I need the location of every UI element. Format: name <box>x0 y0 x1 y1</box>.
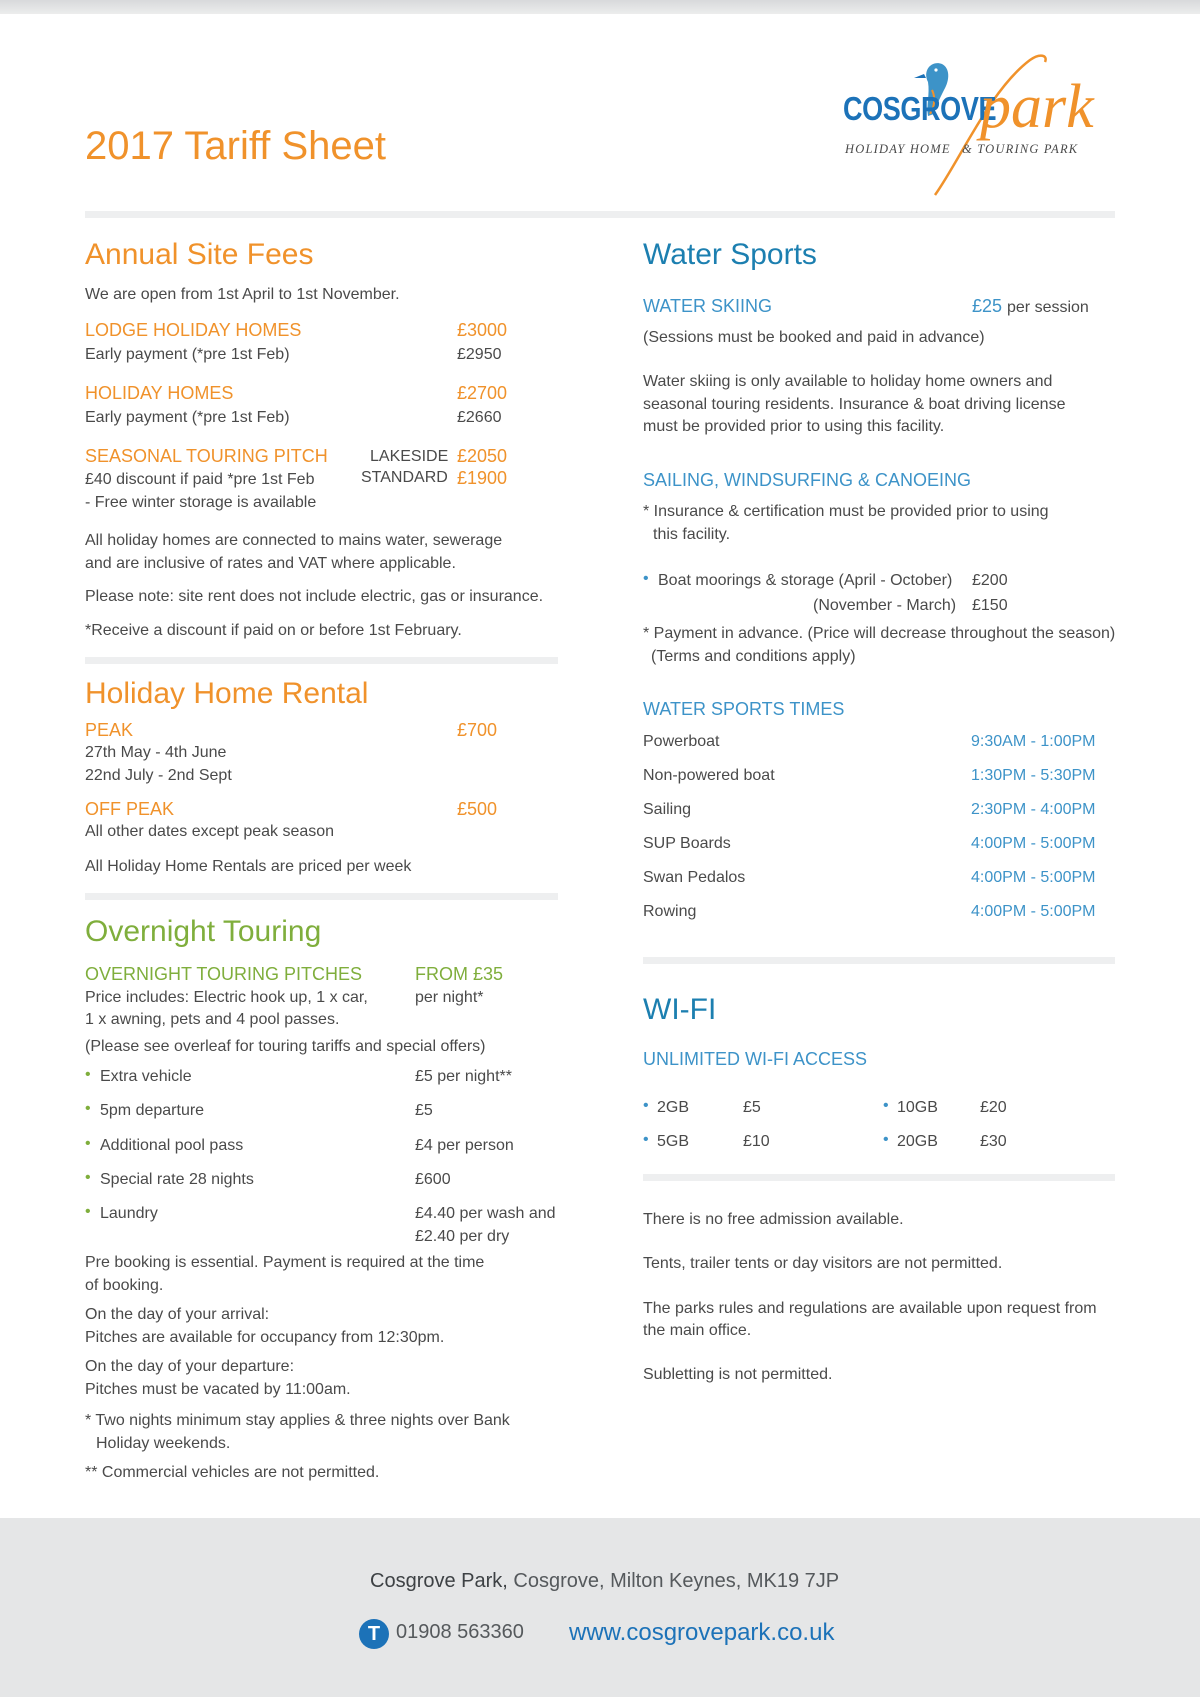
skiing-availability-1: Water skiing is only available to holiday home owners and <box>643 373 1053 390</box>
footer-website-text: www.cosgrovepark.co.uk <box>569 1619 835 1646</box>
annual-divider <box>85 657 558 664</box>
footer-address <box>370 1570 839 1593</box>
extra-price-2: £2.40 per dry <box>415 1228 510 1245</box>
wifi-plan-size: 2GB <box>657 1099 690 1116</box>
activity-name: Powerboat <box>643 733 720 750</box>
sailing-note-2: this facility. <box>653 526 731 543</box>
moorings-price-winter: £150 <box>972 597 1008 614</box>
activity-name: Sailing <box>643 801 692 818</box>
holiday-homes-label: HOLIDAY HOMES <box>85 383 234 403</box>
water-divider <box>643 957 1115 964</box>
extra-label: Additional pool pass <box>100 1137 244 1154</box>
bullet-icon: • <box>85 1169 91 1186</box>
wifi-heading: WI-FI <box>643 993 717 1026</box>
extra-price: £5 per night** <box>415 1068 512 1085</box>
extra-label: Laundry <box>100 1205 158 1222</box>
footer-park-name: Cosgrove Park, <box>370 1570 508 1592</box>
activity-time: 9:30AM - 1:00PM <box>971 733 1096 750</box>
logo <box>840 50 1120 200</box>
wifi-plan-price: £30 <box>980 1133 1007 1150</box>
wifi-plan-price: £5 <box>743 1099 761 1116</box>
footer-website-link[interactable] <box>569 1619 834 1647</box>
lakeside-label: LAKESIDE <box>370 448 449 465</box>
activity-name: SUP Boards <box>643 835 731 852</box>
rule-regulations-2: the main office. <box>643 1322 752 1339</box>
page-title: 2017 Tariff Sheet <box>85 124 386 168</box>
discount-note: *Receive a discount if paid on or before 1st February. <box>85 622 462 639</box>
peak-dates-2: 22nd July - 2nd Sept <box>85 767 232 784</box>
sailing-note-1: * Insurance & certification must be provided prior to using <box>643 503 1049 520</box>
water-skiing-label: WATER SKIING <box>643 296 773 316</box>
bullet-icon: • <box>883 1131 889 1148</box>
activity-time: 4:00PM - 5:00PM <box>971 869 1096 886</box>
wifi-plan-price: £10 <box>743 1133 770 1150</box>
wifi-plan-size: 5GB <box>657 1133 690 1150</box>
rental-divider <box>85 893 558 900</box>
skiing-availability-3: must be provided prior to using this facility. <box>643 418 945 435</box>
seasonal-discount: £40 discount if paid *pre 1st Feb <box>85 471 315 488</box>
commercial-note: ** Commercial vehicles are not permitted. <box>85 1464 380 1481</box>
off-peak-label: OFF PEAK <box>85 799 175 819</box>
lodge-early-price: £2950 <box>457 346 502 363</box>
payment-note-2: (Terms and conditions apply) <box>651 648 856 665</box>
rental-heading: Holiday Home Rental <box>85 677 369 710</box>
holiday-homes-price: £2700 <box>457 383 508 403</box>
peak-label: PEAK <box>85 720 134 740</box>
water-skiing-price: £25 <box>972 296 1003 316</box>
activity-time: 2:30PM - 4:00PM <box>971 801 1096 818</box>
logo-tagline-left: HOLIDAY HOME <box>845 142 951 156</box>
logo-script: park <box>980 73 1094 141</box>
activity-name: Swan Pedalos <box>643 869 746 886</box>
wifi-plan-price: £20 <box>980 1099 1007 1116</box>
activity-name: Non-powered boat <box>643 767 775 784</box>
bullet-icon: • <box>643 1131 649 1148</box>
bullet-icon: • <box>643 570 649 587</box>
off-peak-price: £500 <box>457 799 498 819</box>
rule-subletting: Subletting is not permitted. <box>643 1366 833 1383</box>
header-divider <box>85 211 1115 218</box>
rule-no-free-admission: There is no free admission available. <box>643 1211 904 1228</box>
logo-brand: COSGROVE <box>843 90 997 127</box>
water-times-label: WATER SPORTS TIMES <box>643 699 845 719</box>
rule-regulations-1: The parks rules and regulations are available upon request from <box>643 1300 1097 1317</box>
bullet-icon: • <box>85 1100 91 1117</box>
footer-phone[interactable]: 01908 563360 <box>396 1621 524 1643</box>
activity-time: 4:00PM - 5:00PM <box>971 903 1096 920</box>
top-band <box>0 0 1200 14</box>
overnight-heading: Overnight Touring <box>85 915 322 948</box>
overnight-includes-1: Price includes: Electric hook up, 1 x car, <box>85 989 368 1006</box>
departure-note-2: Pitches must be vacated by 11:00am. <box>85 1381 351 1398</box>
prebook-note-1: Pre booking is essential. Payment is required at the time <box>85 1254 485 1271</box>
sailing-label: SAILING, WINDSURFING & CANOEING <box>643 470 972 490</box>
per-night-label: per night* <box>415 989 484 1006</box>
holiday-homes-early: Early payment (*pre 1st Feb) <box>85 409 290 426</box>
bullet-icon: • <box>85 1203 91 1220</box>
logo-tagline-right: & TOURING PARK <box>962 142 1079 156</box>
wifi-plan-size: 20GB <box>897 1133 938 1150</box>
winter-storage: - Free winter storage is available <box>85 494 317 511</box>
off-peak-note: All other dates except peak season <box>85 823 335 840</box>
extra-price: £5 <box>415 1102 433 1119</box>
rule-no-tents: Tents, trailer tents or day visitors are not permitted. <box>643 1255 1003 1272</box>
skiing-availability-2: seasonal touring residents. Insurance & boat driving license <box>643 396 1066 413</box>
skiing-booking-note: (Sessions must be booked and paid in advance) <box>643 329 985 346</box>
mains-note: All holiday homes are connected to mains water, sewerage and are inclusive of rates and VAT where applicable. <box>85 532 503 572</box>
peak-price: £700 <box>457 720 498 740</box>
bullet-icon: • <box>643 1097 649 1114</box>
standard-price: £1900 <box>457 468 508 488</box>
footer <box>0 1518 1200 1697</box>
bullet-icon: • <box>85 1135 91 1152</box>
rental-week-note: All Holiday Home Rentals are priced per week <box>85 858 412 875</box>
activity-time: 1:30PM - 5:30PM <box>971 767 1096 784</box>
extra-label: 5pm departure <box>100 1102 205 1119</box>
holiday-homes-early-price: £2660 <box>457 409 502 426</box>
moorings-price: £200 <box>972 572 1008 589</box>
wifi-divider <box>643 1174 1115 1181</box>
extra-price: £4.40 per wash and <box>415 1205 556 1222</box>
moorings-label: Boat moorings & storage (April - October) <box>658 572 953 589</box>
activity-time: 4:00PM - 5:00PM <box>971 835 1096 852</box>
bullet-icon: • <box>883 1097 889 1114</box>
lodge-label: LODGE HOLIDAY HOMES <box>85 320 302 340</box>
footer-address-text: Cosgrove, Milton Keynes, MK19 7JP <box>507 1570 840 1592</box>
seasonal-pitch-label: SEASONAL TOURING PITCH <box>85 446 328 466</box>
departure-note-1: On the day of your departure: <box>85 1358 295 1375</box>
peak-dates-1: 27th May - 4th June <box>85 744 227 761</box>
extra-label: Special rate 28 nights <box>100 1171 254 1188</box>
extra-price: £600 <box>415 1171 451 1188</box>
lakeside-price: £2050 <box>457 446 508 466</box>
wifi-subheading: UNLIMITED WI-FI ACCESS <box>643 1049 868 1069</box>
prebook-note-2: of booking. <box>85 1277 164 1294</box>
payment-note-1: * Payment in advance. (Price will decrease throughout the season) <box>643 625 1116 642</box>
overnight-from-price: FROM £35 <box>415 964 504 984</box>
overnight-pitches-label: OVERNIGHT TOURING PITCHES <box>85 964 363 984</box>
extra-price: £4 per person <box>415 1137 514 1154</box>
min-stay-note-2: Holiday weekends. <box>96 1435 231 1452</box>
arrival-note-2: Pitches are available for occupancy from 12:30pm. <box>85 1329 445 1346</box>
moorings-label-winter: (November - March) <box>813 597 957 614</box>
water-sports-heading: Water Sports <box>643 238 817 271</box>
standard-label: STANDARD <box>361 469 448 486</box>
extra-label: Extra vehicle <box>100 1068 192 1085</box>
arrival-note-1: On the day of your arrival: <box>85 1306 270 1323</box>
site-rent-note: Please note: site rent does not include electric, gas or insurance. <box>85 588 544 605</box>
overleaf-note: (Please see overleaf for touring tariffs and special offers) <box>85 1038 486 1055</box>
water-skiing-unit: per session <box>1007 299 1089 316</box>
min-stay-note-1: * Two nights minimum stay applies & three nights over Bank <box>85 1412 510 1429</box>
lodge-price: £3000 <box>457 320 508 340</box>
annual-heading: Annual Site Fees <box>85 238 314 271</box>
bullet-icon: • <box>85 1066 91 1083</box>
phone-icon: T <box>359 1619 389 1649</box>
overnight-includes-2: 1 x awning, pets and 4 pool passes. <box>85 1011 340 1028</box>
wifi-plan-size: 10GB <box>897 1099 938 1116</box>
lodge-early: Early payment (*pre 1st Feb) <box>85 346 290 363</box>
activity-name: Rowing <box>643 903 697 920</box>
open-dates: We are open from 1st April to 1st November. <box>85 286 400 303</box>
